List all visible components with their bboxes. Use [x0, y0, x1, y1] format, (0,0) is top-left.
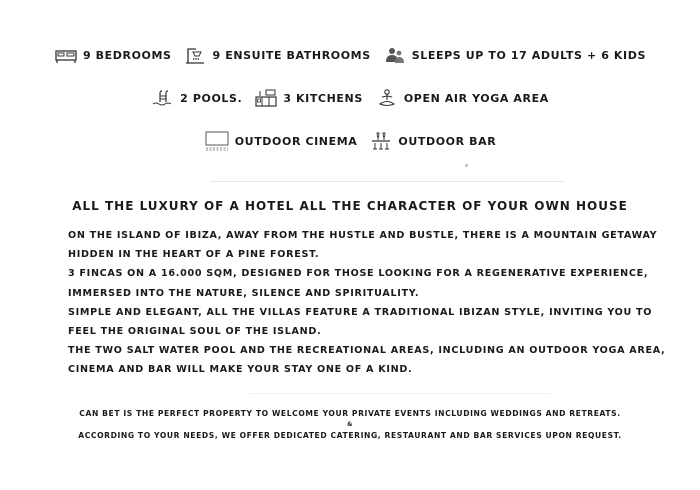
footer: [0, 407, 700, 442]
description-line: ON THE ISLAND OF IBIZA, AWAY FROM THE HUSTLE AND BUSTLE, THERE IS A MOUNTAIN GETAWAY: [68, 230, 658, 241]
feature-pools: [151, 88, 242, 108]
feature-row-1: [0, 44, 700, 66]
shower-icon: [184, 45, 208, 65]
bar-icon: [369, 131, 393, 151]
feature-label: 9 BEDROOMS: [82, 48, 172, 62]
footer-line-events: CAN BET IS THE PERFECT PROPERTY TO WELCOME YOUR PRIVATE EVENTS INCLUDING WEDDINGS AND RETREATS.: [79, 409, 621, 418]
kitchen-icon: [254, 88, 278, 108]
feature-label: SLEEPS UP TO 17 ADULTS + 6 KIDS: [411, 48, 646, 62]
description-line: HIDDEN IN THE HEART OF A PINE FOREST.: [68, 249, 320, 261]
feature-row-2: [0, 87, 700, 109]
footer-line-services: ACCORDING TO YOUR NEEDS, WE OFFER DEDICATED CATERING, RESTAURANT AND BAR SERVICES UPON REQUEST.: [78, 431, 622, 440]
divider-top: [210, 181, 565, 182]
feature-row-3: [0, 130, 700, 152]
decorative-dot: [465, 164, 468, 167]
feature-cinema: [204, 131, 358, 151]
description: [68, 226, 688, 380]
feature-label: 2 POOLS.: [180, 91, 243, 105]
feature-kitchens: [254, 88, 363, 108]
yoga-icon: [375, 88, 399, 108]
feature-bathrooms: [184, 45, 371, 65]
feature-label: OUTDOOR BAR: [398, 134, 497, 148]
people-icon: [383, 45, 407, 65]
headline: ALL THE LUXURY OF A HOTEL ALL THE CHARACTER OF YOUR OWN HOUSE: [72, 199, 628, 213]
description-line: 3 FINCAS ON A 16.000 SQM, DESIGNED FOR THOSE LOOKING FOR A REGENERATIVE EXPERIENCE,: [68, 268, 649, 280]
pool-ladder-icon: [151, 88, 175, 108]
description-line: SIMPLE AND ELEGANT, ALL THE VILLAS FEATURE A TRADITIONAL IBIZAN STYLE, INVITING YOU TO: [68, 306, 653, 318]
feature-label: OUTDOOR CINEMA: [234, 134, 358, 148]
feature-label: OPEN AIR YOGA AREA: [403, 91, 549, 105]
feature-bar: [369, 131, 496, 151]
footer-ampersand: &: [347, 421, 353, 428]
description-line: FEEL THE ORIGINAL SOUL OF THE ISLAND.: [68, 326, 322, 338]
feature-label: 9 ENSUITE BATHROOMS: [212, 48, 371, 62]
description-line: IMMERSED INTO THE NATURE, SILENCE AND SPIRITUALITY.: [68, 287, 420, 299]
description-line: THE TWO SALT WATER POOL AND THE RECREATIONAL AREAS, INCLUDING AN OUTDOOR YOGA AREA,: [68, 345, 666, 357]
divider-bottom: [250, 393, 550, 394]
feature-sleeps: [383, 45, 646, 65]
feature-label: 3 KITCHENS: [283, 91, 363, 105]
feature-bedrooms: [54, 45, 172, 65]
feature-yoga: [375, 88, 549, 108]
bed-icon: [54, 45, 78, 65]
cinema-icon: [204, 131, 230, 151]
description-line: CINEMA AND BAR WILL MAKE YOUR STAY ONE OF A KIND.: [68, 364, 413, 376]
